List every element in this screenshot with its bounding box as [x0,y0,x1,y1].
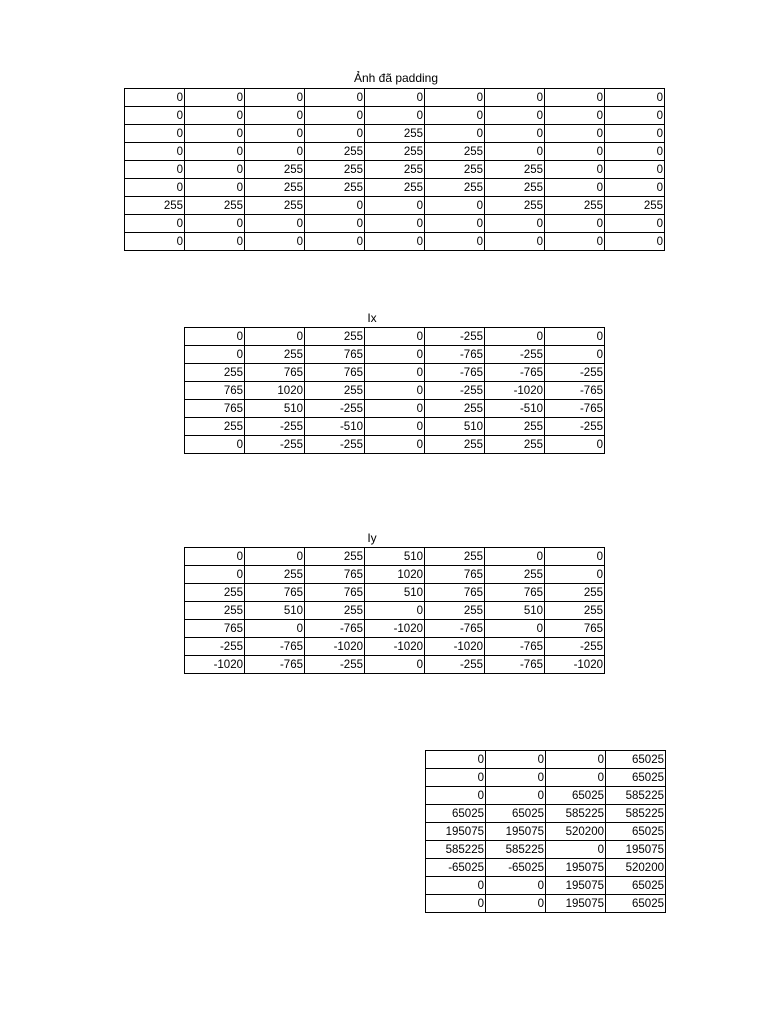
table-cell: 65025 [546,787,606,805]
table-cell: 0 [125,143,185,161]
table-row [185,566,605,584]
table-cell: 0 [365,89,425,107]
table-cell: 0 [185,215,245,233]
table-cell: 0 [485,328,545,346]
table-cell: 0 [245,233,305,251]
table-cell: 255 [485,179,545,197]
table-row [125,233,665,251]
table-cell: 0 [545,233,605,251]
table-cell: 765 [185,620,245,638]
table-cell: 0 [605,107,665,125]
table-cell: 0 [125,179,185,197]
table-cell: -255 [245,418,305,436]
table-cell: 0 [486,895,546,913]
table-cell: 255 [185,364,245,382]
table-row [125,179,665,197]
table-cell: 255 [185,197,245,215]
table-cell: 195075 [546,859,606,877]
table-cell: -1020 [545,656,605,674]
table-cell: 765 [185,382,245,400]
table-cell: 255 [185,602,245,620]
table-cell: 65025 [486,805,546,823]
table-row [426,859,666,877]
table-cell: -765 [485,638,545,656]
padded-image-title: Ảnh đã padding [353,71,439,85]
table-row [185,638,605,656]
table-row [426,841,666,859]
table-cell: 255 [485,566,545,584]
table-cell: 0 [245,89,305,107]
table-cell: 0 [605,179,665,197]
table-cell: -255 [305,400,365,418]
table-cell: 0 [426,895,486,913]
table-cell: 65025 [606,877,666,895]
table-cell: -255 [545,638,605,656]
table-cell: 0 [545,125,605,143]
table-cell: 0 [365,107,425,125]
table-cell: 0 [605,143,665,161]
table-cell: 0 [485,125,545,143]
table-cell: -255 [545,364,605,382]
table-row [185,656,605,674]
table-cell: -510 [485,400,545,418]
table-cell: -765 [425,346,485,364]
table-row [125,89,665,107]
table-cell: 0 [365,602,425,620]
table-cell: 510 [485,602,545,620]
table-cell: 0 [305,125,365,143]
table-cell: 255 [245,161,305,179]
table-cell: 255 [485,418,545,436]
table-cell: 195075 [606,841,666,859]
table-cell: -255 [305,656,365,674]
table-cell: 765 [305,364,365,382]
table-cell: 0 [545,179,605,197]
table-cell: -765 [425,364,485,382]
table-cell: 765 [305,566,365,584]
table-row [185,620,605,638]
table-cell: 195075 [426,823,486,841]
table-cell: 0 [365,382,425,400]
table-cell: -1020 [365,620,425,638]
table-cell: 0 [485,233,545,251]
table-cell: 585225 [426,841,486,859]
table-cell: 255 [365,125,425,143]
table-row [426,751,666,769]
table-cell: 0 [185,179,245,197]
product-table [425,750,666,913]
table-cell: 255 [425,436,485,454]
table-cell: -765 [245,638,305,656]
table-cell: 0 [545,548,605,566]
table-cell: 0 [545,436,605,454]
table-cell: 0 [245,620,305,638]
table-cell: 255 [185,584,245,602]
table-cell: -255 [425,656,485,674]
table-row [185,584,605,602]
table-row [185,436,605,454]
table-cell: 255 [305,602,365,620]
table-cell: 255 [305,161,365,179]
table-cell: 0 [605,161,665,179]
table-cell: 255 [185,418,245,436]
table-cell: 510 [365,584,425,602]
table-cell: 0 [245,215,305,233]
table-cell: 585225 [606,787,666,805]
table-cell: 0 [125,89,185,107]
table-cell: -1020 [425,638,485,656]
table-cell: 0 [605,233,665,251]
table-cell: 0 [425,215,485,233]
table-cell: 0 [245,107,305,125]
table-cell: 255 [305,179,365,197]
table-cell: 0 [245,548,305,566]
table-cell: -255 [545,418,605,436]
table-cell: 0 [486,751,546,769]
table-cell: 65025 [426,805,486,823]
table-cell: 0 [365,346,425,364]
table-cell: -255 [485,346,545,364]
table-cell: 0 [545,161,605,179]
table-cell: 0 [185,161,245,179]
table-row [426,877,666,895]
table-cell: 0 [425,125,485,143]
table-cell: 255 [125,197,185,215]
table-cell: 255 [425,548,485,566]
table-cell: 0 [305,215,365,233]
table-cell: 255 [485,161,545,179]
table-row [185,382,605,400]
table-cell: -255 [425,328,485,346]
table-cell: 255 [365,143,425,161]
table-cell: 0 [365,233,425,251]
ix-title: Ix [367,311,377,325]
table-row [185,418,605,436]
table-cell: 0 [365,215,425,233]
table-cell: 0 [185,328,245,346]
table-cell: 765 [245,364,305,382]
table-row [185,364,605,382]
table-cell: 765 [485,584,545,602]
table-cell: 255 [545,584,605,602]
table-cell: 255 [365,161,425,179]
table-cell: 0 [365,197,425,215]
table-cell: 0 [305,197,365,215]
table-row [426,805,666,823]
table-cell: -765 [545,400,605,418]
table-cell: 0 [545,143,605,161]
table-cell: 0 [545,328,605,346]
table-row [125,125,665,143]
table-row [185,346,605,364]
table-cell: 0 [425,197,485,215]
table-cell: 510 [245,400,305,418]
table-cell: 765 [305,584,365,602]
table-cell: -65025 [426,859,486,877]
table-cell: 1020 [245,382,305,400]
table-cell: 0 [245,328,305,346]
table-cell: 0 [125,161,185,179]
table-cell: 255 [245,566,305,584]
table-cell: 195075 [546,877,606,895]
table-cell: 0 [365,328,425,346]
table-cell: 0 [185,566,245,584]
table-cell: -765 [485,656,545,674]
table-cell: 0 [545,566,605,584]
table-cell: 255 [605,197,665,215]
table-row [125,215,665,233]
table-cell: 255 [305,143,365,161]
table-cell: 255 [305,548,365,566]
table-cell: 0 [605,89,665,107]
table-cell: 0 [365,436,425,454]
table-cell: 0 [426,787,486,805]
table-cell: 0 [426,877,486,895]
table-cell: 765 [545,620,605,638]
table-cell: -1020 [485,382,545,400]
table-cell: 0 [185,107,245,125]
table-cell: 510 [425,418,485,436]
table-cell: 0 [425,107,485,125]
table-cell: 0 [485,620,545,638]
table-cell: 585225 [486,841,546,859]
table-cell: 255 [425,602,485,620]
table-row [125,197,665,215]
table-cell: 0 [185,143,245,161]
table-cell: 0 [545,346,605,364]
table-cell: 255 [485,436,545,454]
table-cell: 0 [305,107,365,125]
table-cell: 255 [425,161,485,179]
table-cell: 0 [185,436,245,454]
table-cell: 0 [185,233,245,251]
table-row [185,328,605,346]
table-cell: -765 [245,656,305,674]
table-cell: 585225 [546,805,606,823]
table-cell: 520200 [546,823,606,841]
table-cell: 195075 [546,895,606,913]
table-cell: -1020 [185,656,245,674]
table-cell: 0 [546,769,606,787]
table-cell: 585225 [606,805,666,823]
padded-image-table [124,88,665,251]
table-cell: 255 [545,197,605,215]
table-cell: 765 [425,566,485,584]
table-row [426,787,666,805]
table-cell: 0 [365,364,425,382]
table-cell: 0 [545,215,605,233]
table-cell: 255 [425,143,485,161]
table-cell: 0 [425,233,485,251]
table-cell: 0 [185,125,245,143]
table-row [426,769,666,787]
table-cell: 0 [426,769,486,787]
table-cell: 0 [365,418,425,436]
table-cell: -510 [305,418,365,436]
table-cell: 65025 [606,895,666,913]
table-row [125,161,665,179]
table-cell: 510 [365,548,425,566]
table-cell: 0 [365,400,425,418]
ix-table [184,327,605,454]
table-cell: 0 [185,346,245,364]
table-cell: 0 [125,125,185,143]
table-cell: 0 [485,107,545,125]
table-cell: 0 [425,89,485,107]
table-cell: 255 [305,328,365,346]
table-cell: 0 [305,233,365,251]
table-cell: 255 [305,382,365,400]
table-cell: 255 [425,179,485,197]
iy-table [184,547,605,674]
table-cell: 0 [185,548,245,566]
table-cell: 255 [425,400,485,418]
table-row [125,107,665,125]
table-cell: -255 [245,436,305,454]
table-cell: -1020 [305,638,365,656]
table-cell: -765 [305,620,365,638]
table-cell: 765 [185,400,245,418]
table-cell: 0 [365,656,425,674]
table-cell: 0 [605,125,665,143]
table-cell: 0 [486,787,546,805]
table-cell: 1020 [365,566,425,584]
table-cell: 0 [245,125,305,143]
table-cell: -65025 [486,859,546,877]
table-cell: 0 [426,751,486,769]
table-cell: 0 [125,233,185,251]
table-cell: -255 [185,638,245,656]
table-row [185,400,605,418]
table-cell: -765 [485,364,545,382]
table-cell: -1020 [365,638,425,656]
table-cell: -765 [425,620,485,638]
table-cell: 0 [125,107,185,125]
table-row [185,602,605,620]
table-row [185,548,605,566]
table-cell: 0 [545,107,605,125]
table-cell: 0 [185,89,245,107]
table-cell: 0 [546,841,606,859]
table-cell: 520200 [606,859,666,877]
table-cell: 255 [245,197,305,215]
table-cell: 0 [485,548,545,566]
table-row [125,143,665,161]
table-cell: 65025 [606,769,666,787]
table-cell: 255 [245,346,305,364]
table-cell: 0 [605,215,665,233]
table-cell: 0 [245,143,305,161]
table-cell: 65025 [606,751,666,769]
table-cell: -255 [425,382,485,400]
table-cell: 765 [305,346,365,364]
table-cell: 0 [486,877,546,895]
table-cell: 765 [245,584,305,602]
table-cell: 255 [245,179,305,197]
table-row [426,895,666,913]
table-cell: 510 [245,602,305,620]
table-cell: 0 [546,751,606,769]
table-cell: 255 [365,179,425,197]
table-cell: 0 [486,769,546,787]
iy-title: Iy [367,531,377,545]
table-cell: -255 [305,436,365,454]
table-cell: 0 [545,89,605,107]
table-cell: 0 [485,143,545,161]
table-cell: 65025 [606,823,666,841]
table-cell: 0 [485,89,545,107]
table-row [426,823,666,841]
table-cell: 255 [545,602,605,620]
table-cell: 0 [305,89,365,107]
table-cell: 0 [485,215,545,233]
table-cell: 0 [125,215,185,233]
table-cell: 765 [425,584,485,602]
table-cell: 195075 [486,823,546,841]
table-cell: 255 [485,197,545,215]
table-cell: -765 [545,382,605,400]
